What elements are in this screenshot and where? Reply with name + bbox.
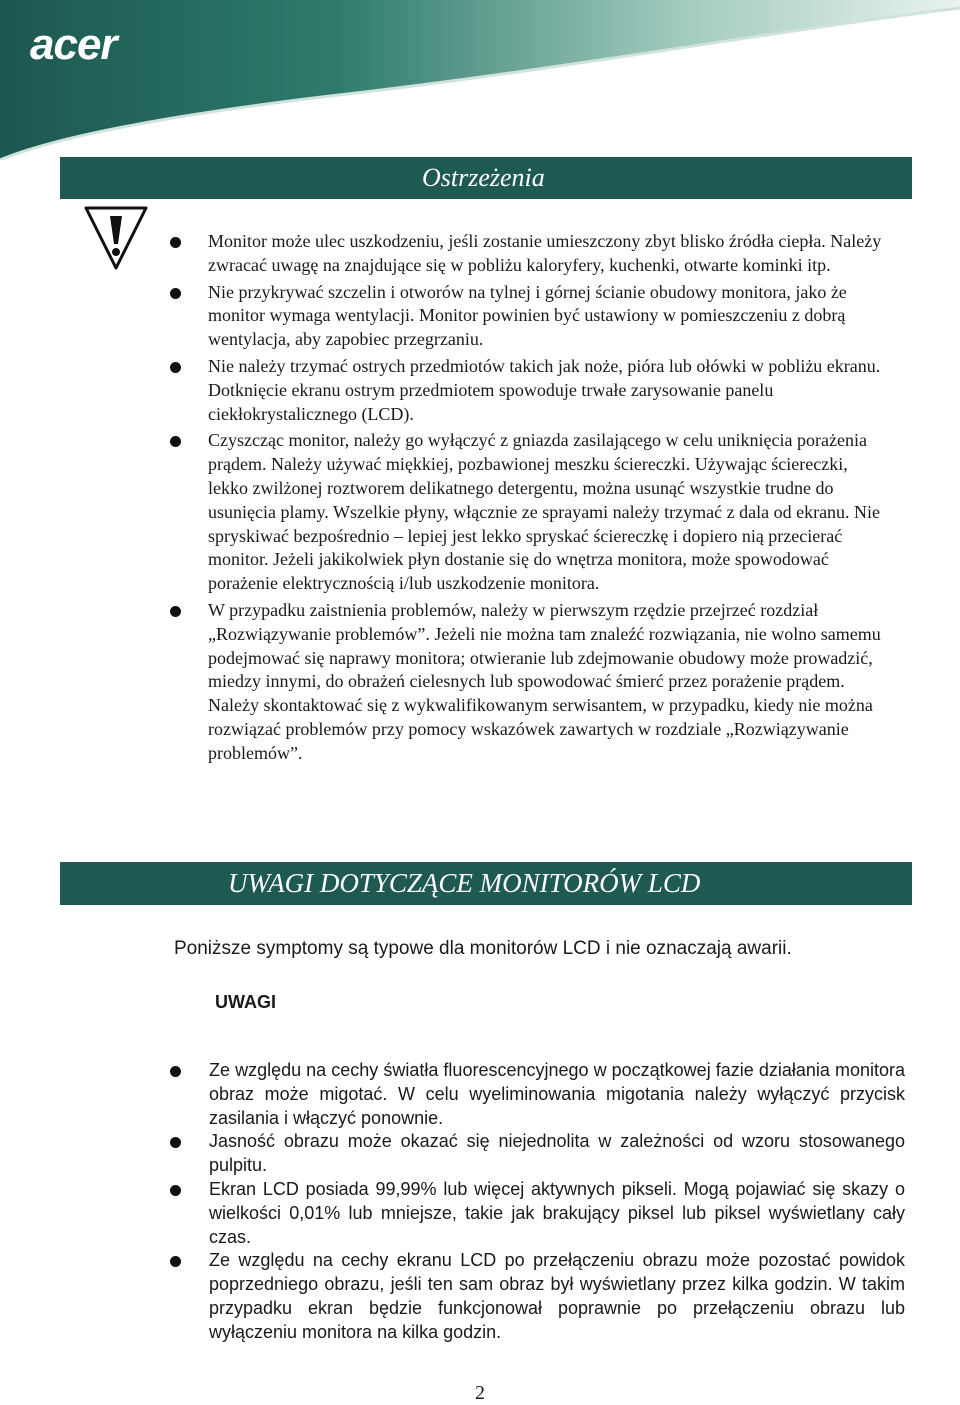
warning-triangle-icon bbox=[84, 206, 148, 270]
section-title-bar-lcd bbox=[60, 862, 912, 905]
warnings-list bbox=[160, 230, 890, 769]
list-item: Ze względu na cechy światła fluorescencyjnego w początkowej fazie działania monitora obraz może migotać. W celu wyeliminowania migotania należy wyłączyć przycisk zasilania i włączyć ponownie. bbox=[160, 1059, 905, 1130]
list-item: Nie przykrywać szczelin i otworów na tylnej i górnej ścianie obudowy monitora, jako że monitor wymaga wentylacji. Monitor powinien być ustawiony w pomieszczeniu z dobrą wentylacja, aby zapobiec przegrzaniu. bbox=[160, 281, 890, 352]
list-item: W przypadku zaistnienia problemów, należy w pierwszym rzędzie przejrzeć rozdział „Rozwiązywanie problemów”. Jeżeli nie można tam znaleźć rozwiązania, nie wolno samemu podejmować się naprawy monitora; otwieranie lub zdejmowanie obudowy może prowadzić, miedzy innymi, do obrażeń cielesnych lub spowodować śmierć przez porażenie prądem. Należy skontaktować się z wykwalifikowanym serwisantem, w przypadku, kiedy nie można rozwiązać problemów przy pomocy wskazówek zawartych w rozdziale „Rozwiązywanie problemów”. bbox=[160, 599, 890, 766]
header-band bbox=[0, 0, 960, 160]
section-title-lcd: UWAGI DOTYCZĄCE MONITORÓW LCD bbox=[228, 868, 701, 898]
list-item: Monitor może ulec uszkodzeniu, jeśli zostanie umieszczony zbyt blisko źródła ciepła. Należy zwracać uwagę na znajdujące się w pobliżu kaloryfery, kuchenki, otwarte kominki itp. bbox=[160, 230, 890, 278]
list-item: Ekran LCD posiada 99,99% lub więcej aktywnych pikseli. Mogą pojawiać się skazy o wielkości 0,01% lub mniejsze, takie jak brakujący piksel lub piksel wyświetlany cały czas. bbox=[160, 1178, 905, 1249]
list-item: Nie należy trzymać ostrych przedmiotów takich jak noże, pióra lub ołówki w pobliżu ekranu. Dotknięcie ekranu ostrym przedmiotem spowoduje trwałe zarysowanie panelu ciekłokrystalicznego (LCD). bbox=[160, 355, 890, 426]
acer-logo: acer bbox=[30, 20, 117, 69]
list-item: Jasność obrazu może okazać się niejednolita w zależności od wzoru stosowanego pulpitu. bbox=[160, 1130, 905, 1178]
list-item: Ze względu na cechy ekranu LCD po przełączeniu obrazu może pozostać powidok poprzedniego obrazu, jeśli ten sam obraz był wyświetlany przez kilka godzin. W takim przypadku ekran będzie funkcjonował poprawnie po przełączeniu obrazu lub wyłączeniu monitora na kilka godzin. bbox=[160, 1249, 905, 1344]
lcd-notes-list bbox=[160, 1059, 905, 1345]
page-number: 2 bbox=[475, 1382, 485, 1404]
list-item: Czyszcząc monitor, należy go wyłączyć z gniazda zasilającego w celu uniknięcia porażenia prądem. Należy używać miękkiej, pozbawionej meszku ściereczki. Używając ściereczki, lekko zwilżonej roztworem delikatnego detergentu, można usunąć wszystkie trudne do usunięcia plamy. Wszelkie płyny, włącznie ze sprayami należy trzymać z dala od ekranu. Nie spryskiwać bezpośrednio – lepiej jest lekko spryskać ściereczkę i dopiero nią przecierać monitor. Jeżeli jakikolwiek płyn dostanie się do wnętrza monitora, może spowodować porażenie elektrycznością i/lub uszkodzenie monitora. bbox=[160, 429, 890, 596]
section-title-bar-warnings bbox=[60, 157, 912, 199]
subheading-uwagi: UWAGI bbox=[215, 992, 276, 1012]
intro-text: Poniższe symptomy są typowe dla monitorów LCD i nie oznaczają awarii. bbox=[174, 938, 792, 959]
section-title-warnings: Ostrzeżenia bbox=[422, 163, 545, 192]
